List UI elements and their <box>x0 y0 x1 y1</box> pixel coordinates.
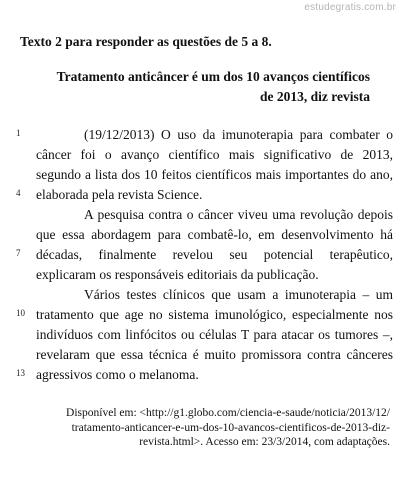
body-line: explicaram os responsáveis editoriais da publicação. <box>36 267 319 282</box>
section-heading: Texto 2 para responder as questões de 5 a 8. <box>20 34 272 49</box>
line-number: 1 <box>16 128 21 138</box>
body-line: segundo a lista dos 10 feitos científicos mais importantes do ano, <box>36 167 393 182</box>
source-line: tratamento-anticancer-e-um-dos-10-avancos-cientificos-de-2013-diz- <box>71 421 390 434</box>
body-line: (19/12/2013) O uso da imunoterapia para combater o <box>84 127 393 142</box>
body-line: Vários testes clínicos que usam a imunoterapia – um <box>84 287 393 302</box>
article-body <box>36 125 393 385</box>
body-line: câncer foi o avanço científico mais significativo de 2013, <box>36 147 393 162</box>
source-line: Disponível em: <http://g1.globo.com/ciencia-e-saude/noticia/2013/12/ <box>66 407 390 419</box>
line-number: 10 <box>16 308 25 318</box>
watermark: estudegratis.com.br <box>304 2 396 13</box>
body-line: elaborada pela revista Science. <box>36 187 203 202</box>
article-title <box>30 67 370 107</box>
line-number: 13 <box>16 368 25 378</box>
body-line: décadas, finalmente revelou seu potencial terapêutico, <box>36 247 393 262</box>
line-number: 7 <box>16 248 21 258</box>
body-line: revelaram que essa técnica é muito promissora contra cânceres <box>36 347 393 362</box>
body-line: agressivos como o melanoma. <box>36 367 199 382</box>
source-line: revista.html>. Acesso em: 23/3/2014, com adaptações. <box>139 436 390 448</box>
body-line: tratamento que age no sistema imunológico, especialmente nos <box>36 307 393 322</box>
body-line: A pesquisa contra o câncer viveu uma revolução depois <box>84 207 393 222</box>
source-citation <box>40 406 390 450</box>
article-title-line: Tratamento anticâncer é um dos 10 avanços científicos <box>56 69 370 84</box>
body-line: indivíduos com linfócitos ou células T para atacar os tumores –, <box>36 327 393 342</box>
article-title-line: de 2013, diz revista <box>260 89 370 104</box>
body-line: que essa abordagem para combatê-lo, em desenvolvimento há <box>36 227 393 242</box>
line-number: 4 <box>16 188 21 198</box>
